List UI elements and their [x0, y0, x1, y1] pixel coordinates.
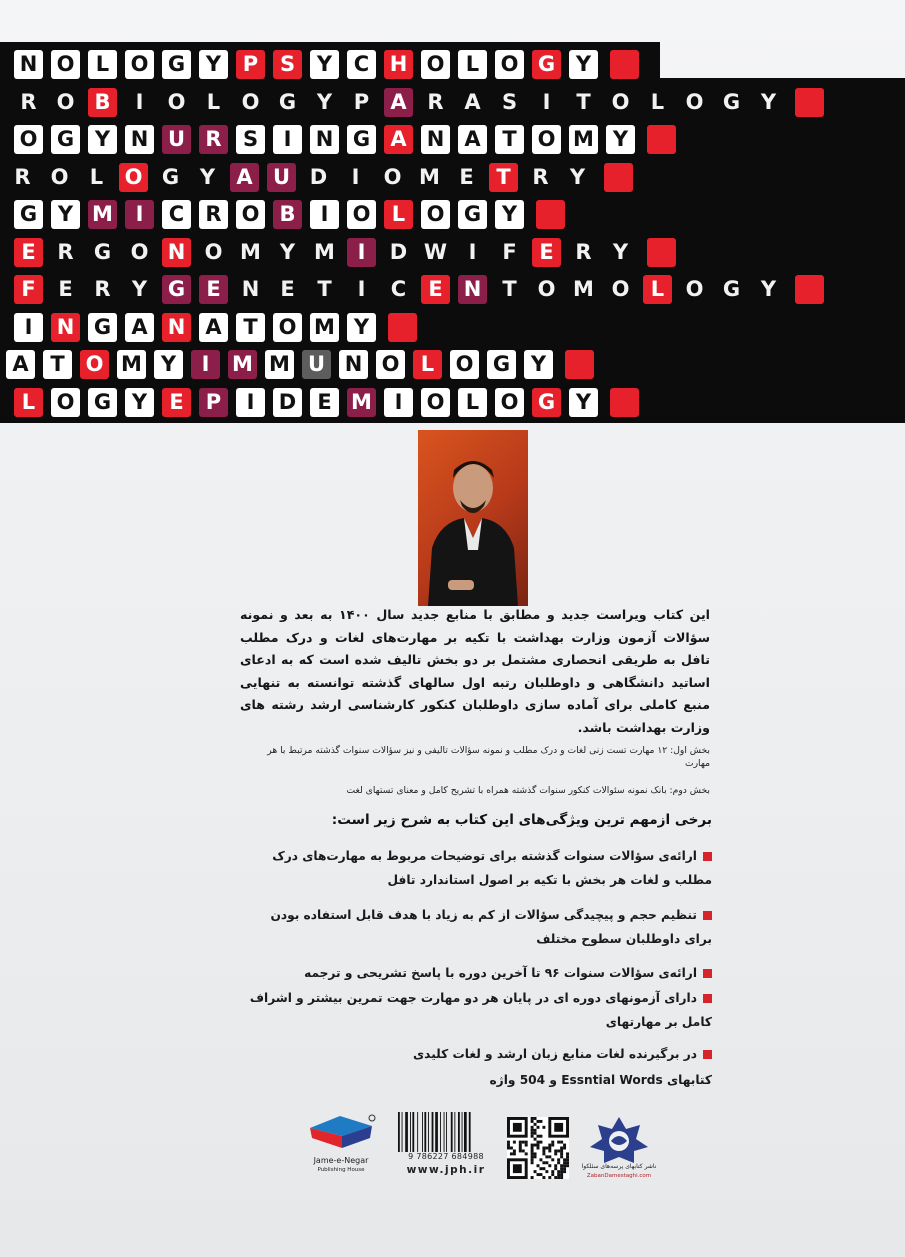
part-two-text: بخش دوم: بانک نمونه سئوالات کنکور سنوات گذشته همراه با تشریح کامل و معنای تستهای لغت [346, 785, 710, 796]
letter-tile: O [421, 388, 450, 417]
letter-tile: O [125, 50, 154, 79]
letter-tile: G [487, 350, 516, 379]
letter-tile: I [310, 200, 339, 229]
letter-tile: Y [316, 89, 333, 114]
letter-tile: I [125, 200, 154, 229]
red-square-icon [565, 350, 594, 379]
feature-item: در برگیرنده لغات منابع زبان ارشد و لغات کلیدی [240, 1042, 712, 1066]
letter-tile: U [302, 350, 331, 379]
letter-tile: Y [131, 277, 148, 301]
bullet-square-icon [703, 994, 712, 1003]
letter-tile: C [162, 200, 191, 229]
letter-tile: S [236, 125, 265, 154]
feature-item: ارائه‌ی سؤالات سنوات گذشته برای توضیحات مربوط به مهارت‌های درک مطلب و لغات هر بخش با تکیه بر اصول استاندارد تافل [272, 849, 712, 887]
letter-tile: M [240, 239, 261, 264]
letter-tile: I [236, 388, 265, 417]
isbn-number: 9 786227 684988 [408, 1152, 484, 1161]
letter-tile: G [278, 89, 297, 114]
letter-tile: R [199, 200, 228, 229]
word-row [0, 125, 905, 157]
author-photo [418, 430, 528, 606]
letter-tile: O [241, 89, 260, 114]
letter-tile: I [347, 238, 376, 267]
letter-tile: O [450, 350, 479, 379]
letter-tile: P [199, 388, 228, 417]
letter-tile: O [685, 89, 704, 114]
letter-tile: T [236, 313, 265, 342]
letter-tile: O [167, 89, 186, 114]
word-row [0, 50, 905, 82]
letter-tile: G [88, 313, 117, 342]
letter-tile: E [421, 275, 450, 304]
letter-tile: M [310, 313, 339, 342]
letter-tile: R [20, 89, 37, 114]
letter-tile: G [161, 164, 180, 189]
letter-tile: O [537, 277, 556, 301]
letter-tile: O [383, 164, 402, 189]
letter-tile: I [351, 164, 360, 189]
letter-tile: O [80, 350, 109, 379]
letter-tile: O [119, 163, 148, 192]
letter-tile: E [162, 388, 191, 417]
bullet-square-icon [703, 852, 712, 861]
letter-tile: Y [606, 125, 635, 154]
red-square-icon [604, 163, 633, 192]
word-tile-grid [0, 42, 905, 424]
letter-tile: O [236, 200, 265, 229]
publisher-caption: ناشر کتابهای پرسه‌های سئلکوا [581, 1163, 657, 1170]
qr-code [507, 1117, 569, 1179]
letter-tile: B [88, 88, 117, 117]
letter-tile: H [384, 50, 413, 79]
letter-tile: N [51, 313, 80, 342]
letter-tile: N [310, 125, 339, 154]
letter-tile: A [230, 163, 259, 192]
letter-tile: G [532, 388, 561, 417]
letter-tile: N [241, 277, 260, 301]
letter-tile: P [353, 89, 370, 114]
letter-tile: I [191, 350, 220, 379]
letter-tile: O [611, 89, 630, 114]
secondary-publisher-logo [578, 1115, 660, 1185]
letter-tile: L [458, 388, 487, 417]
letter-tile: U [267, 163, 296, 192]
letter-tile: O [273, 313, 302, 342]
letter-tile: T [502, 277, 517, 301]
letter-tile: O [51, 388, 80, 417]
letter-tile: Y [310, 50, 339, 79]
part-one-text: بخش اول: ۱۲ مهارت تست زنی لغات و درک مطلب و نمونه سؤالات تالیفی و نیز سؤالات سنوات گذشته مرتبط با هر مهارت [267, 745, 710, 769]
letter-tile: N [162, 313, 191, 342]
letter-tile: R [575, 239, 592, 264]
letter-tile: Y [495, 200, 524, 229]
letter-tile: L [384, 200, 413, 229]
letter-tile: Y [88, 125, 117, 154]
letter-tile: Y [612, 239, 629, 264]
letter-tile: G [14, 200, 43, 229]
letter-tile: N [162, 238, 191, 267]
letter-tile: M [228, 350, 257, 379]
letter-tile: R [532, 164, 549, 189]
letter-tile: N [458, 275, 487, 304]
letter-tile: I [542, 89, 551, 114]
letter-tile: I [384, 388, 413, 417]
barcode-icon [396, 1112, 496, 1152]
isbn-barcode [396, 1112, 496, 1182]
letter-tile: D [389, 239, 408, 264]
word-row [0, 350, 905, 382]
letter-tile: O [347, 200, 376, 229]
letter-tile: Y [347, 313, 376, 342]
letter-tile: L [14, 388, 43, 417]
letter-tile: Y [51, 200, 80, 229]
letter-tile: O [685, 277, 704, 301]
bullet-square-icon [703, 969, 712, 978]
letter-tile: T [576, 89, 591, 114]
jame-e-negar-logo [300, 1112, 382, 1182]
letter-tile: E [310, 388, 339, 417]
letter-tile: G [722, 89, 741, 114]
letter-tile: M [573, 277, 594, 301]
word-row [0, 163, 905, 195]
letter-tile: M [314, 239, 335, 264]
letter-tile: I [135, 89, 144, 114]
letter-tile: A [384, 88, 413, 117]
word-row [0, 88, 905, 120]
qr-code-icon [507, 1117, 569, 1179]
letter-tile: Y [154, 350, 183, 379]
letter-tile: Y [569, 388, 598, 417]
letter-tile: E [199, 275, 228, 304]
letter-tile: L [413, 350, 442, 379]
letter-tile: R [14, 164, 31, 189]
letter-tile: Y [569, 50, 598, 79]
letter-tile: G [458, 200, 487, 229]
red-square-icon [536, 200, 565, 229]
letter-tile: O [14, 125, 43, 154]
letter-tile: M [419, 164, 440, 189]
letter-tile: I [273, 125, 302, 154]
publisher-subtitle: Publishing House [317, 1167, 365, 1173]
letter-tile: O [130, 239, 149, 264]
word-row [0, 200, 905, 232]
bullet-square-icon [703, 1050, 712, 1059]
letter-tile: O [495, 388, 524, 417]
letter-tile: O [611, 277, 630, 301]
letter-tile: N [125, 125, 154, 154]
letter-tile: T [495, 125, 524, 154]
letter-tile: A [384, 125, 413, 154]
letter-tile: O [56, 89, 75, 114]
letter-tile: Y [125, 388, 154, 417]
letter-tile: E [532, 238, 561, 267]
letter-tile: D [273, 388, 302, 417]
letter-tile: G [722, 277, 741, 301]
letter-tile: O [421, 50, 450, 79]
letter-tile: T [43, 350, 72, 379]
publisher-emblem-icon [300, 1112, 382, 1156]
feature-item: ارائه‌ی سؤالات سنوات ۹۶ تا آخرین دوره با پاسخ تشریحی و ترجمه [240, 961, 712, 985]
red-square-icon [647, 238, 676, 267]
letter-tile: O [495, 50, 524, 79]
red-square-icon [610, 50, 639, 79]
letter-tile: G [532, 50, 561, 79]
word-row [0, 275, 905, 307]
letter-tile: C [390, 277, 407, 301]
red-square-icon [388, 313, 417, 342]
feature-item: تنظیم حجم و پیچیدگی سؤالات از کم به زیاد با هدف قابل استفاده بودن برای داوطلبان سطوح مختلف [270, 908, 712, 946]
letter-tile: S [501, 89, 518, 114]
letter-tile: L [88, 50, 117, 79]
letter-tile: I [357, 277, 366, 301]
letter-tile: A [199, 313, 228, 342]
word-row [0, 388, 905, 420]
red-square-icon [610, 388, 639, 417]
letter-tile: Y [199, 164, 216, 189]
letter-tile: C [347, 50, 376, 79]
letter-tile: O [421, 200, 450, 229]
letter-tile: G [88, 388, 117, 417]
letter-tile: M [347, 388, 376, 417]
word-row [0, 238, 905, 270]
letter-tile: A [6, 350, 35, 379]
letter-tile: A [125, 313, 154, 342]
letter-tile: E [280, 277, 295, 301]
letter-tile: E [58, 277, 73, 301]
letter-tile: R [199, 125, 228, 154]
letter-tile: Y [760, 277, 777, 301]
letter-tile: L [458, 50, 487, 79]
letter-tile: O [51, 50, 80, 79]
letter-tile: A [464, 89, 481, 114]
letter-tile: O [532, 125, 561, 154]
letter-tile: F [14, 275, 43, 304]
letter-tile: E [459, 164, 474, 189]
red-square-icon [795, 275, 824, 304]
letter-tile: M [88, 200, 117, 229]
letter-tile: N [421, 125, 450, 154]
letter-tile: F [502, 239, 517, 264]
letter-tile: L [643, 275, 672, 304]
letter-tile: G [162, 275, 191, 304]
letter-tile: B [273, 200, 302, 229]
letter-tile: E [14, 238, 43, 267]
letter-tile: Y [569, 164, 586, 189]
red-square-icon [795, 88, 824, 117]
letter-tile: T [489, 163, 518, 192]
website-url: www.jph.ir [406, 1164, 486, 1176]
letter-tile: O [376, 350, 405, 379]
publisher-name: Jame-e-Negar [313, 1156, 369, 1165]
letter-tile: R [57, 239, 74, 264]
letter-tile: Y [279, 239, 296, 264]
letter-tile: I [14, 313, 43, 342]
letter-tile: Y [524, 350, 553, 379]
letter-tile: P [236, 50, 265, 79]
letter-tile: G [162, 50, 191, 79]
letter-tile: A [458, 125, 487, 154]
publisher-url: ZabanDamestaghi.com [586, 1173, 652, 1179]
features-title: برخی ازمهم ترین ویژگی‌های این کتاب به شرح زیر است: [331, 812, 712, 828]
red-square-icon [647, 125, 676, 154]
letter-tile: M [569, 125, 598, 154]
letter-tile: R [94, 277, 111, 301]
letter-tile: M [265, 350, 294, 379]
letter-tile: O [50, 164, 69, 189]
letter-tile: N [339, 350, 368, 379]
letter-tile: Y [760, 89, 777, 114]
letter-tile: R [427, 89, 444, 114]
letter-tile: G [93, 239, 112, 264]
word-row [0, 313, 905, 345]
letter-tile: G [347, 125, 376, 154]
letter-tile: N [14, 50, 43, 79]
book-description: این کتاب ویراست جدید و مطابق با منابع جدید سال ۱۴۰۰ به بعد و نمونه سؤالات آزمون وزارت بهداشت با تکیه بر مهارت‌های لغات و درک مطلب تافل به طریقی انحصاری مشتمل بر دو بخش تالیف شده است که به ادعای اساتید دانشگاهی و داوطلبان رتبه اول سالهای گذشته توانسته به تنهایی منبع کاملی برای آماده سازی داوطلبان کنکور کارشناسی ارشد رشته های وزارت بهداشت باشد. [240, 607, 711, 735]
publisher-star-emblem-icon [578, 1115, 660, 1163]
letter-tile: O [204, 239, 223, 264]
letter-tile: L [206, 89, 221, 114]
letter-tile: L [650, 89, 665, 114]
books-line: کتابهای Essntial Words و 504 واژه [489, 1073, 712, 1087]
letter-tile: Y [199, 50, 228, 79]
letter-tile: D [309, 164, 328, 189]
letter-tile: M [117, 350, 146, 379]
letter-tile: L [89, 164, 104, 189]
bullet-square-icon [703, 911, 712, 920]
letter-tile: I [468, 239, 477, 264]
feature-item: دارای آزمونهای دوره ای در پایان هر دو مهارت جهت تمرین بیشتر و اشراف کامل بر مهارتهای [249, 991, 712, 1029]
letter-tile: W [423, 239, 448, 264]
letter-tile: G [51, 125, 80, 154]
letter-tile: U [162, 125, 191, 154]
letter-tile: S [273, 50, 302, 79]
letter-tile: T [317, 277, 332, 301]
